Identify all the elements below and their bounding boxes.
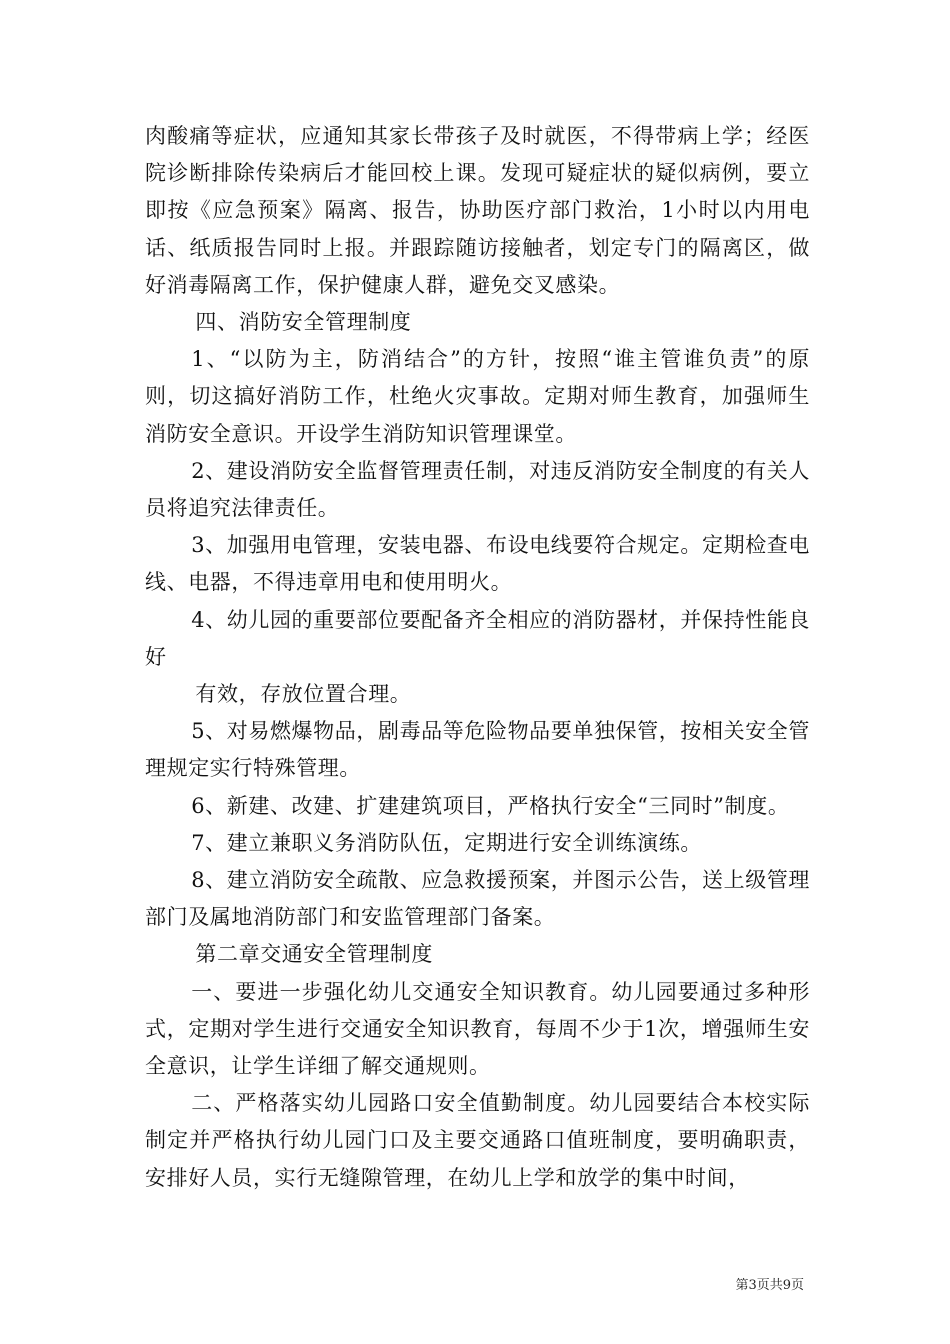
paragraph-fire-item-2: 2、建设消防安全监督管理责任制，对违反消防安全制度的有关人员将追究法律责任。 <box>145 458 810 521</box>
paragraph-traffic-item-2: 二、严格落实幼儿园路口安全值勤制度。幼儿园要结合本校实际制定并严格执行幼儿园门口及主要交通路口值班制度，要明确职责，安排好人员，实行无缝隙管理，在幼儿上学和放学的集中时间， <box>145 1091 810 1190</box>
document-body <box>145 118 810 1197</box>
paragraph-fire-item-4-continued: 有效，存放位置合理。 <box>195 682 412 707</box>
chapter-heading-traffic-safety: 第二章交通安全管理制度 <box>195 942 433 967</box>
page-footer <box>0 1274 950 1293</box>
paragraph-fire-item-5: 5、对易燃爆物品，剧毒品等危险物品要单独保管，按相关安全管理规定实行特殊管理。 <box>145 719 810 781</box>
page-number: 第3页共9页 <box>735 1278 804 1293</box>
paragraph-fire-item-8: 8、建立消防安全疏散、应急救援预案，并图示公告，送上级管理部门及属地消防部门和安监管理部门备案。 <box>145 868 810 930</box>
paragraph-traffic-item-1: 一、要进一步强化幼儿交通安全知识教育。幼儿园要通过多种形式，定期对学生进行交通安全知识教育，每周不少于1次，增强师生安全意识，让学生详细了解交通规则。 <box>145 979 810 1079</box>
paragraph-fire-item-6: 6、新建、改建、扩建建筑项目，严格执行安全“三同时”制度。 <box>191 793 790 818</box>
paragraph-fire-item-1: 1、“以防为主，防消结合”的方针，按照“谁主管谁负责”的原则，切这搞好消防工作，杜绝火灾事故。定期对师生教育，加强师生消防安全意识。开设学生消防知识管理课堂。 <box>145 347 810 446</box>
paragraph-fire-item-7: 7、建立兼职义务消防队伍，定期进行安全训练演练。 <box>191 830 702 855</box>
paragraph-continuation: 肉酸痛等症状，应通知其家长带孩子及时就医，不得带病上学；经医院诊断排除传染病后才能回校上课。发现可疑症状的疑似病例，要立即按《应急预案》隔离、报告，协助医疗部门救治，1小时以内用电话、纸质报告同时上报。并跟踪随访接触者，划定专门的隔离区，做好消毒隔离工作，保护健康人群，避免交叉感染。 <box>145 124 810 297</box>
paragraph-fire-item-3: 3、加强用电管理，安装电器、布设电线要符合规定。定期检查电线、电器，不得违章用电和使用明火。 <box>145 533 810 595</box>
section-heading-fire-safety: 四、消防安全管理制度 <box>195 310 412 335</box>
paragraph-fire-item-4: 4、幼儿园的重要部位要配备齐全相应的消防器材，并保持性能良好 <box>145 607 810 669</box>
